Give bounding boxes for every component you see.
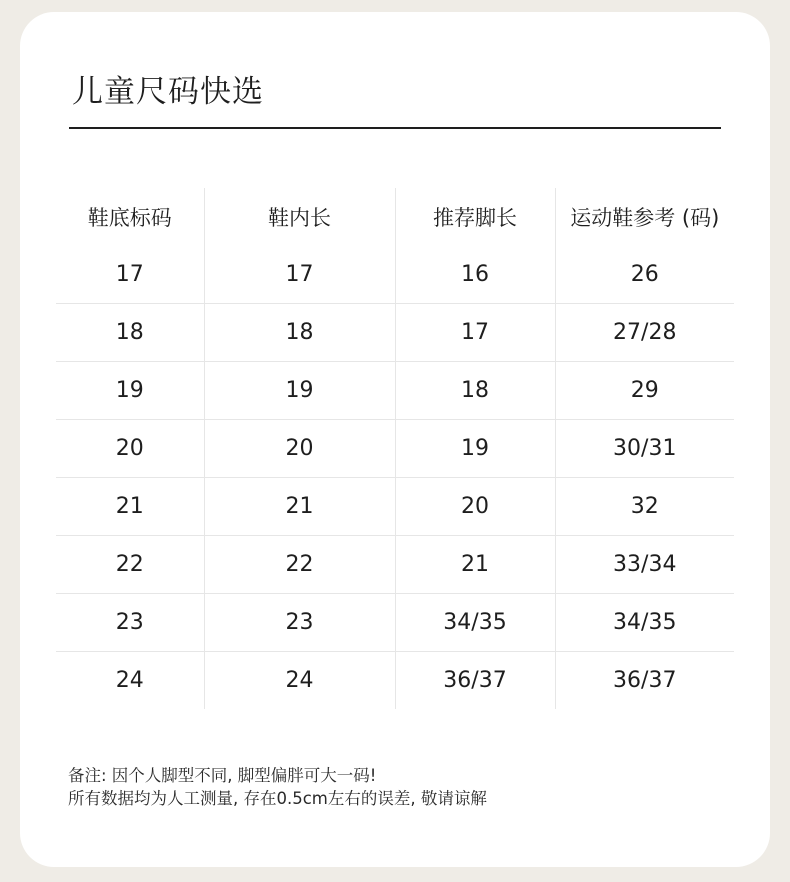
table-row xyxy=(56,536,734,594)
table-cell: 34/35 xyxy=(555,594,734,652)
table-cell: 29 xyxy=(555,362,734,420)
table-cell: 19 xyxy=(395,420,555,478)
table-cell: 16 xyxy=(395,246,555,304)
header-sneaker-reference: 运动鞋参考 (码) xyxy=(555,188,734,246)
header-recommended-foot-length: 推荐脚长 xyxy=(395,188,555,246)
table-cell: 21 xyxy=(56,478,204,536)
table-cell: 19 xyxy=(204,362,395,420)
table-row xyxy=(56,304,734,362)
table-row xyxy=(56,652,734,710)
size-guide-card xyxy=(20,12,770,867)
table-row xyxy=(56,420,734,478)
table-cell: 24 xyxy=(204,652,395,710)
table-cell: 17 xyxy=(204,246,395,304)
footnote xyxy=(68,764,487,810)
footnote-line-2: 所有数据均为人工测量, 存在0.5cm左右的误差, 敬请谅解 xyxy=(68,789,487,808)
page-title: 儿童尺码快选 xyxy=(72,74,264,110)
table-cell: 27/28 xyxy=(555,304,734,362)
table-cell: 32 xyxy=(555,478,734,536)
header-sole-size: 鞋底标码 xyxy=(87,206,172,230)
table-cell: 36/37 xyxy=(395,652,555,710)
header-inner-length: 鞋内长 xyxy=(204,188,395,246)
table-cell: 19 xyxy=(56,362,204,420)
table-row xyxy=(56,246,734,304)
table-cell: 23 xyxy=(204,594,395,652)
table-cell: 22 xyxy=(204,536,395,594)
table-cell: 18 xyxy=(204,304,395,362)
table-cell: 20 xyxy=(56,420,204,478)
table-cell: 22 xyxy=(56,536,204,594)
table-cell: 17 xyxy=(395,304,555,362)
table-cell: 24 xyxy=(56,652,204,710)
footnote-line-1: 备注: 因个人脚型不同, 脚型偏胖可大一码! xyxy=(68,766,377,785)
table-row xyxy=(56,594,734,652)
table-cell: 33/34 xyxy=(555,536,734,594)
table-cell: 21 xyxy=(204,478,395,536)
table-cell: 18 xyxy=(395,362,555,420)
table-header-row xyxy=(56,188,734,246)
size-table xyxy=(56,188,734,709)
table-row xyxy=(56,362,734,420)
table-cell: 26 xyxy=(555,246,734,304)
table-cell: 34/35 xyxy=(395,594,555,652)
table-cell: 30/31 xyxy=(555,420,734,478)
table-cell: 20 xyxy=(395,478,555,536)
table-cell: 20 xyxy=(204,420,395,478)
table-row xyxy=(56,478,734,536)
table-cell: 23 xyxy=(56,594,204,652)
table-cell: 17 xyxy=(115,262,144,287)
title-underline xyxy=(69,127,721,129)
table-cell: 18 xyxy=(56,304,204,362)
table-cell: 21 xyxy=(395,536,555,594)
table-cell: 36/37 xyxy=(555,652,734,710)
